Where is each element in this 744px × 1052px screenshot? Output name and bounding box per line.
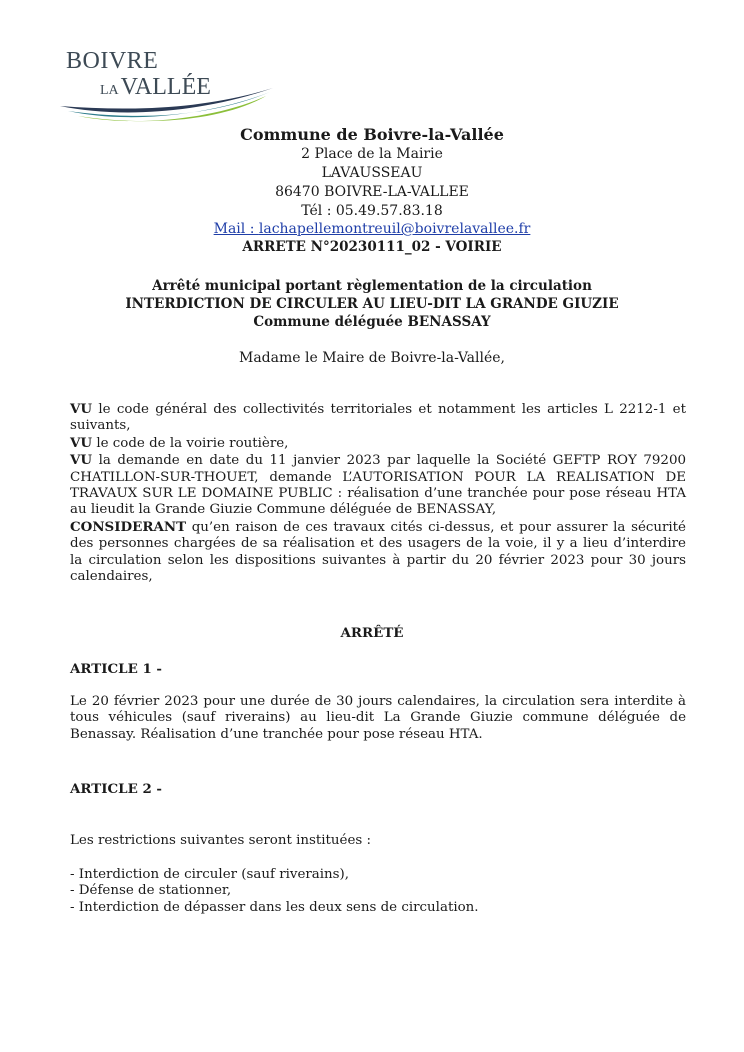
list-item: - Interdiction de circuler (sauf riverains), bbox=[70, 867, 350, 882]
arrete-heading: ARRÊTÉ bbox=[340, 625, 404, 641]
article-2-intro: Les restrictions suivantes seront instituées : bbox=[70, 833, 372, 848]
vu-3-line4: au lieudit la Grande Giuzie Commune déléguée de BENASSAY, bbox=[70, 502, 497, 518]
considerant-keyword: CONSIDERANT bbox=[70, 518, 187, 535]
logo-text-vallee: VALLÉE bbox=[120, 74, 211, 100]
locality-line: LAVAUSSEAU bbox=[321, 165, 423, 181]
arrete-number: ARRETE N°20230111_02 - VOIRIE bbox=[242, 239, 502, 255]
vu-2-text: le code de la voirie routière, bbox=[92, 435, 289, 451]
considerations-block bbox=[70, 401, 686, 585]
logo-swoosh-icon bbox=[58, 78, 278, 128]
vu-keyword: VU bbox=[70, 452, 93, 469]
vu-1 bbox=[70, 401, 686, 418]
article-1-line2: tous véhicules (sauf riverains) au lieu-dit La Grande Giuzie commune déléguée de bbox=[70, 710, 686, 726]
logo-text-la: LA bbox=[100, 83, 119, 98]
article-1-line3: Benassay. Réalisation d’une tranchée pour pose réseau HTA. bbox=[70, 726, 483, 742]
vu-1-text: le code général des collectivités territoriales et notamment les articles L 2212-1 et bbox=[92, 402, 686, 417]
vu-3 bbox=[70, 452, 686, 469]
title-line3: Commune déléguée BENASSAY bbox=[253, 314, 491, 330]
vu-3-text: la demande en date du 11 janvier 2023 par laquelle la Société GEFTP ROY 79200 bbox=[92, 453, 686, 469]
city-line: 86470 BOIVRE-LA-VALLEE bbox=[275, 184, 469, 200]
vu-keyword: VU bbox=[70, 434, 93, 451]
boivre-la-vallee-logo bbox=[58, 44, 278, 130]
logo-text-line1: BOIVRE bbox=[66, 48, 159, 74]
considerant-line2: des personnes chargées de sa réalisation et des usagers de la voie, il y a lieu d’interdire bbox=[70, 536, 686, 552]
article-1-body bbox=[70, 694, 686, 743]
considerant-text: qu’en raison de ces travaux cités ci-dessus, et pour assurer la sécurité bbox=[186, 519, 686, 535]
article-2-list bbox=[70, 867, 686, 916]
mail-line bbox=[0, 221, 744, 237]
vu-3-line3: TRAVAUX SUR LE DOMAINE PUBLIC : réalisation d’une tranchée pour pose réseau HTA bbox=[70, 486, 686, 502]
title-line2: INTERDICTION DE CIRCULER AU LIEU-DIT LA GRANDE GIUZIE bbox=[125, 296, 619, 312]
vu-keyword: VU bbox=[70, 401, 93, 417]
article-1-line1: Le 20 février 2023 pour une durée de 30 jours calendaires, la circulation sera interdite à bbox=[70, 694, 686, 709]
phone-line: Tél : 05.49.57.83.18 bbox=[301, 203, 443, 219]
article-2-heading: ARTICLE 2 - bbox=[70, 781, 162, 797]
vu-3-line2: CHATILLON-SUR-THOUET, demande L’AUTORISATION POUR LA REALISATION DE bbox=[70, 469, 686, 485]
considerant bbox=[70, 519, 686, 536]
considerant-line3: la circulation selon les dispositions suivantes à partir du 20 février 2023 pour 30 jours bbox=[70, 552, 686, 568]
list-item: - Interdiction de dépasser dans les deux sens de circulation. bbox=[70, 899, 479, 915]
commune-name: Commune de Boivre-la-Vallée bbox=[240, 125, 504, 144]
mail-link[interactable]: lachapellemontreuil@boivrelavallee.fr bbox=[258, 221, 531, 237]
title-line1: Arrêté municipal portant règlementation de la circulation bbox=[152, 278, 592, 294]
list-item: - Défense de stationner, bbox=[70, 883, 232, 899]
vu-2 bbox=[70, 435, 686, 452]
mail-label: Mail : bbox=[213, 221, 259, 237]
considerant-line4: calendaires, bbox=[70, 569, 153, 585]
vu-1-cont: suivants, bbox=[70, 418, 131, 434]
article-1-heading: ARTICLE 1 - bbox=[70, 661, 162, 677]
address-line: 2 Place de la Mairie bbox=[301, 146, 443, 162]
salutation: Madame le Maire de Boivre-la-Vallée, bbox=[239, 350, 505, 366]
